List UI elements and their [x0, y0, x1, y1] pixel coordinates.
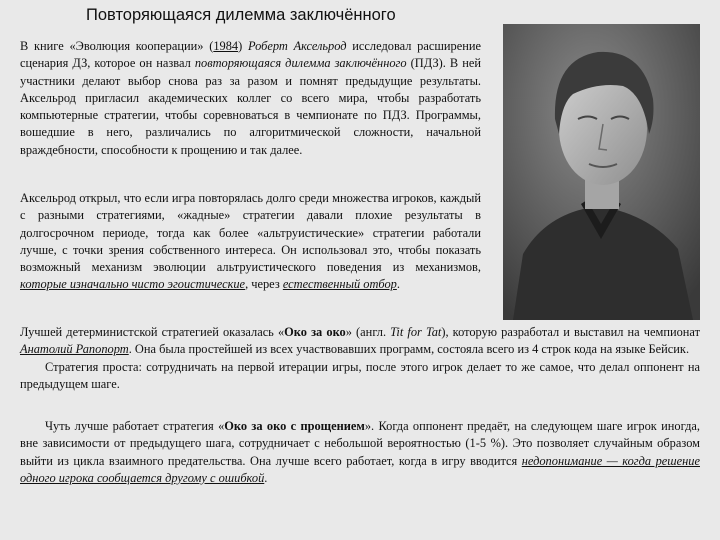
rapoport-link[interactable]: Анатолий Рапопорт — [20, 342, 129, 357]
term-ipd: повторяющаяся дилемма заключённого — [194, 56, 407, 71]
paragraph-axelrod-finding — [20, 190, 481, 294]
strategy-description: Стратегия проста: сотрудничать на первой итерации игры, после этого игрок делает то же самое, что делал оппонент на предыдущем шаге. — [20, 359, 700, 391]
text: Аксельрод открыл, что если игра повторялась долго среди множества игроков, каждый с разными стратегиями, «жадные» стратегии давали плохие результаты в долгосрочном периоде, тогда как более «альтруистические» стратегии работали лучше, с точки зрения собственного интереса. Он использовал это, чтобы показать возможный механизм эволюции альтруистического поведения из механизмов, — [20, 191, 481, 275]
misunderstanding-link[interactable]: недопонимание — когда решение одного игрока сообщается другому с ошибкой — [20, 453, 700, 485]
forgiving-strategy-term: Око за око с прощением — [224, 419, 365, 433]
text: ) — [238, 39, 248, 53]
slide-title: Повторяющаяся дилемма заключённого — [86, 6, 396, 24]
portrait-image — [503, 24, 700, 320]
text: . Она была простейшей из всех участвовавших программ, состояла всего из 4 строк кода на языке Бейсик. — [128, 342, 690, 357]
text: , через — [245, 277, 283, 292]
portrait-photo — [503, 24, 700, 320]
paragraph-tit-for-tat — [20, 324, 700, 393]
year-link[interactable]: 1984 — [213, 39, 239, 53]
egoistic-link[interactable]: которые изначально чисто эгоистические — [20, 277, 246, 292]
paragraph-intro — [20, 38, 481, 159]
tit-for-tat-term: Око за око — [284, 325, 346, 339]
text: исследовал расширение сценария ДЗ, которое он назвал — [20, 39, 481, 71]
text: » (англ. — [345, 325, 391, 339]
natural-selection-link[interactable]: естественный отбор — [282, 277, 397, 292]
text: ». Когда оппонент предаёт, на следующем шаге игрок иногда, вне зависимости от предыдущего шага, сотрудничает с небольшой вероятностью (1-5 %). Это позволяет случайным образом выйти из цикла взаимного предательства. Она лучше всего работает, когда в игру вводится — [20, 419, 700, 468]
text: Лучшей детерминистской стратегией оказалась « — [20, 325, 285, 339]
text: . — [264, 470, 268, 485]
text: В книге «Эволюция кооперации» ( — [20, 39, 214, 53]
text: Чуть лучше работает стратегия « — [45, 419, 225, 433]
text: . — [396, 277, 400, 292]
text: ), которую разработал и выставил на чемпионат — [441, 325, 701, 339]
paragraph-forgiveness — [20, 418, 700, 487]
author-name: Роберт Аксельрод — [247, 39, 347, 53]
english-term: Tit for Tat — [390, 325, 442, 339]
text: (ПДЗ). В ней участники делают выбор снова раз за разом и помнят предыдущие результаты. Аксельрод пригласил академических коллег со всего мира, чтобы разработать компьютерные стратегии, чтобы соревноваться в чемпионате по ПДЗ. Программы, вошедшие в него, различались по алгоритмической сложности, начальной враждебности, способности к прощению и так далее. — [20, 56, 481, 157]
